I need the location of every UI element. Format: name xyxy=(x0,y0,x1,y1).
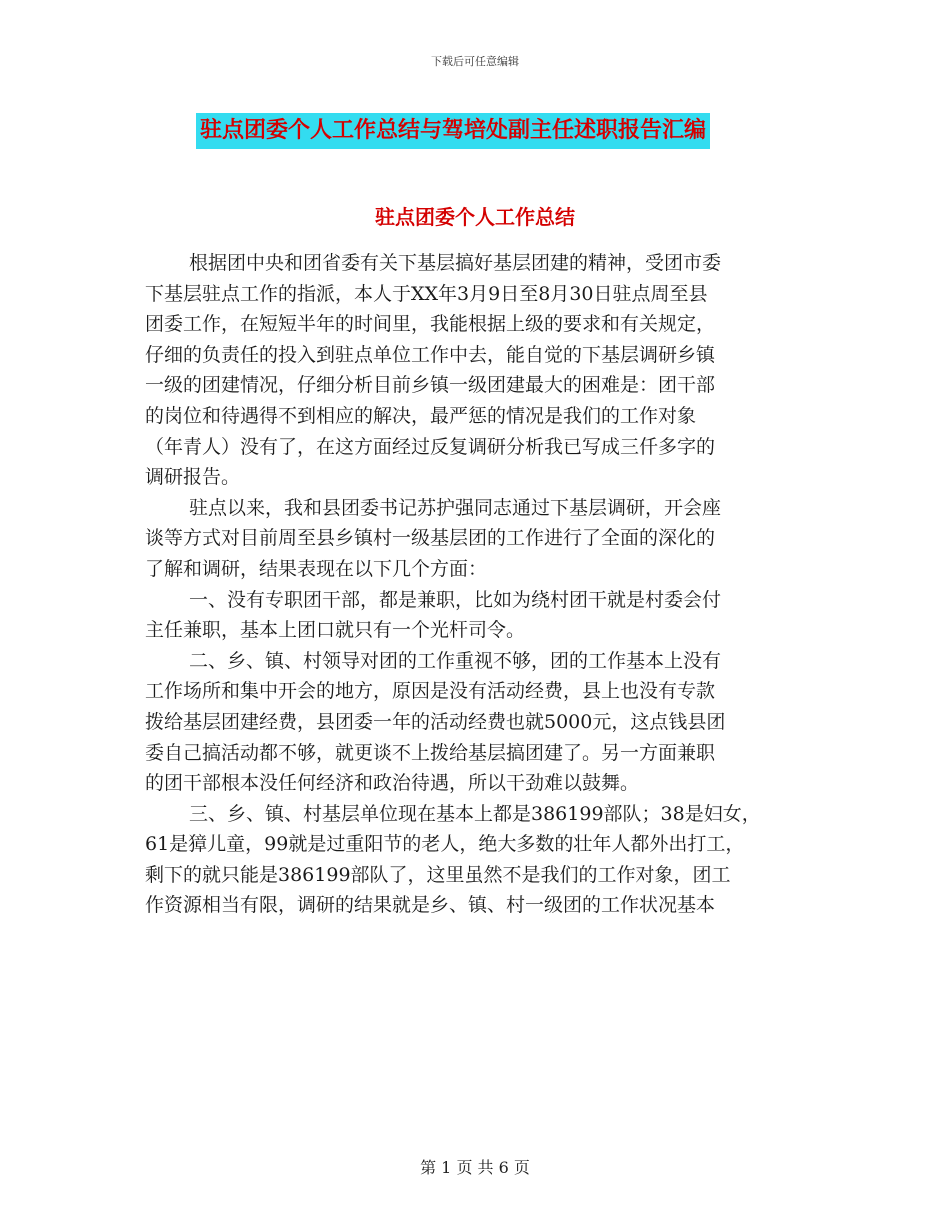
body-line: 了解和调研，结果表现在以下几个方面： xyxy=(145,557,488,580)
body-line: 调研报告。 xyxy=(145,466,241,489)
page-header-note: 下载后可任意编辑 xyxy=(431,55,519,68)
body-line: 拨给基层团建经费，县团委一年的活动经费也就5000元，这点钱县团 xyxy=(145,710,726,733)
body-text xyxy=(145,248,835,921)
body-line: 作资源相当有限，调研的结果就是乡、镇、村一级团的工作状况基本 xyxy=(145,894,716,917)
section-title: 驻点团委个人工作总结 xyxy=(375,205,575,229)
page-footer: 第 1 页 共 6 页 xyxy=(420,1158,530,1177)
document-title: 驻点团委个人工作总结与驾培处副主任述职报告汇编 xyxy=(196,113,710,149)
body-line: 委自己搞活动都不够，就更谈不上拨给基层搞团建了。另一方面兼职 xyxy=(145,741,716,764)
body-line: 剩下的就只能是386199部队了，这里虽然不是我们的工作对象，团工 xyxy=(145,863,731,886)
body-line: （年青人）没有了，在这方面经过反复调研分析我已写成三仟多字的 xyxy=(145,435,716,458)
body-line: 主任兼职，基本上团口就只有一个光杆司令。 xyxy=(145,619,526,642)
body-line: 61是獐儿童，99就是过重阳节的老人，绝大多数的壮年人都外出打工， xyxy=(145,833,745,856)
body-line: 根据团中央和团省委有关下基层搞好基层团建的精神，受团市委 xyxy=(189,252,722,274)
body-line: 一、没有专职团干部，都是兼职，比如为绕村团干就是村委会付 xyxy=(189,588,722,611)
body-line: 团委工作，在短短半年的时间里，我能根据上级的要求和有关规定， xyxy=(145,313,716,336)
body-line: 的岗位和待遇得不到相应的解决，最严惩的情况是我们的工作对象 xyxy=(145,404,697,427)
body-line: 一级的团建情况，仔细分析目前乡镇一级团建最大的困难是：团干部 xyxy=(145,374,716,397)
body-line: 驻点以来，我和县团委书记苏护强同志通过下基层调研，开会座 xyxy=(189,496,722,519)
body-line: 谈等方式对目前周至县乡镇村一级基层团的工作进行了全面的深化的 xyxy=(145,527,716,550)
body-line: 的团干部根本没任何经济和政治待遇，所以干劲难以鼓舞。 xyxy=(145,772,640,795)
body-line: 下基层驻点工作的指派，本人于XX年3月9日至8月30日驻点周至县 xyxy=(145,282,708,305)
body-line: 三、乡、镇、村基层单位现在基本上都是386199部队；38是妇女， xyxy=(189,802,761,825)
body-line: 工作场所和集中开会的地方，原因是没有活动经费，县上也没有专款 xyxy=(145,680,716,703)
body-line: 二、乡、镇、村领导对团的工作重视不够，团的工作基本上没有 xyxy=(189,649,722,672)
body-line: 仔细的负责任的投入到驻点单位工作中去，能自觉的下基层调研乡镇 xyxy=(145,343,716,366)
